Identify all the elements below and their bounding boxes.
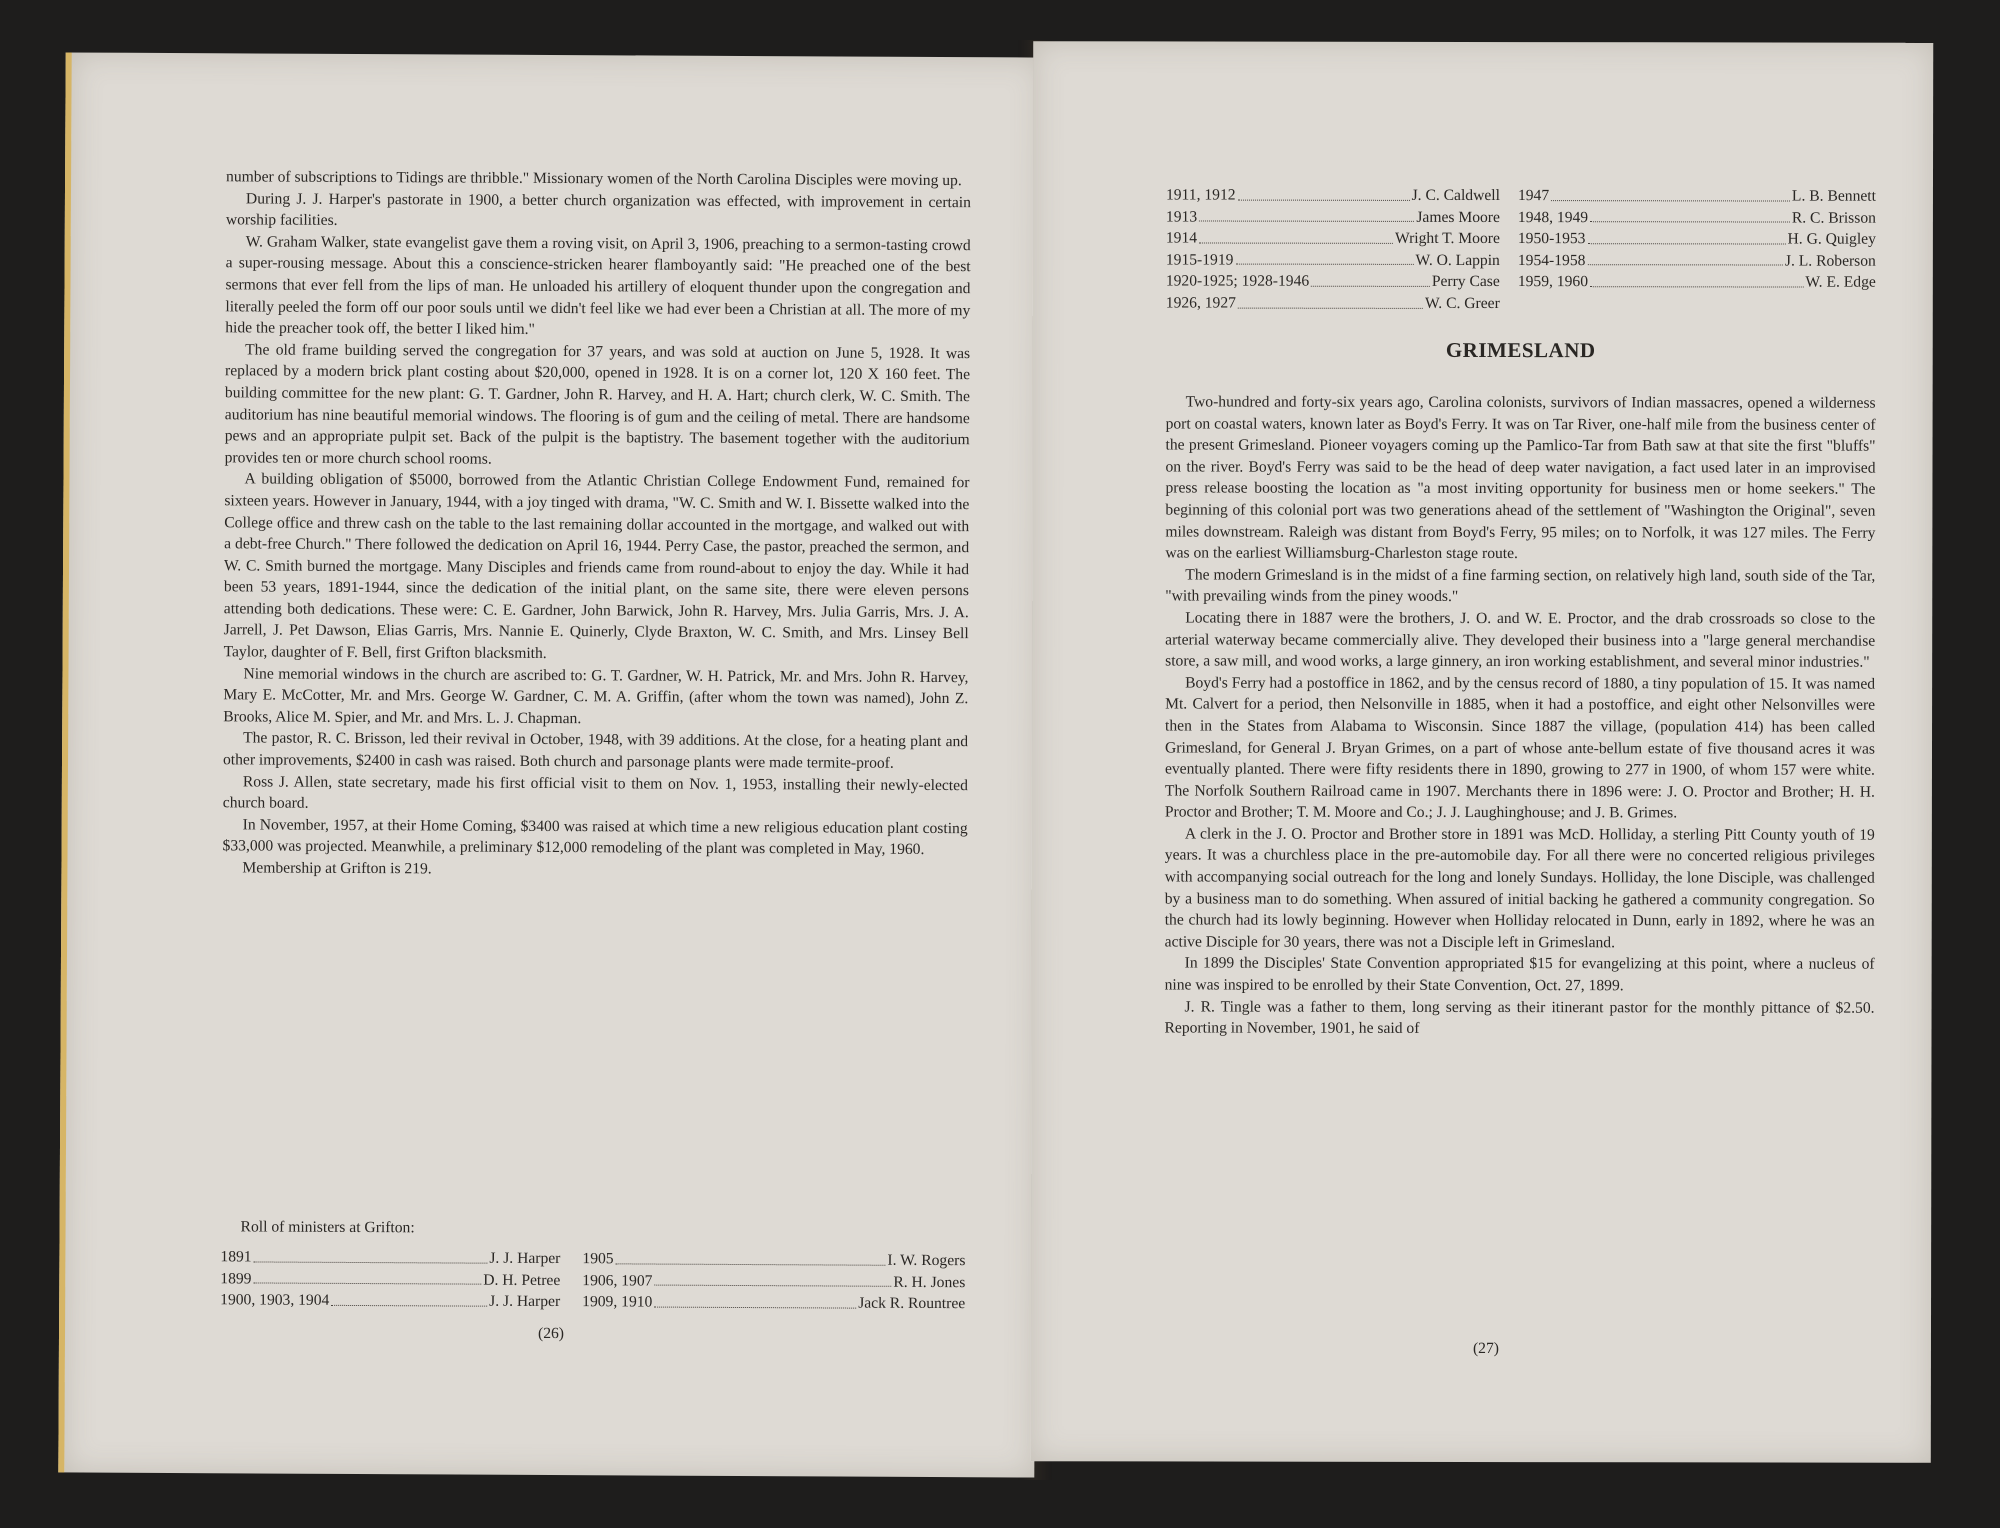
paragraph: W. Graham Walker, state evangelist gave them a roving visit, on April 3, 1906, preaching to a sermon-tasting crowd a super-rousing message. About this a conscience-stricken hearer flamboyantly said: "He preached one of the best sermons that ever fell from the lips of man. He unloaded his artillery of eloquent thunder upon the congregation and literally peeled the form off our poor souls until we didn't feel like we had ever been a Christian at all. The more of my hide the preacher took off, the better I liked him." bbox=[225, 233, 971, 339]
paragraph: The modern Grimesland is in the midst of a fine farming section, on relatively high land, south side of the Tar, "with prevailing winds from the piney woods." bbox=[1165, 566, 1876, 606]
paragraph: Locating there in 1887 were the brothers, J. O. and W. E. Proctor, and the drab crossroads so close to the arterial waterway became commercially alive. They developed their business into a "large general merchandise store, a saw mill, and wood works, a large ginnery, an iron working establishment, and several minor industries." bbox=[1165, 609, 1876, 671]
paragraph: Nine memorial windows in the church are ascribed to: G. T. Gardner, W. H. Patrick, Mr. and Mrs. John R. Harvey, Mary E. McCotter, Mr. and Mrs. George W. Gardner, C. M. A. Griffin, (after whom the town was named), John Z. Brooks, Alice M. Spier, and Mr. and Mrs. L. J. Chapman. bbox=[223, 665, 969, 728]
paragraph: The old frame building served the congregation for 37 years, and was sold at auction on June 5, 1928. It was replaced by a modern brick plant costing about $20,000, opened in 1928. It is on a corner lot, 120 X 160 feet. The building committee for the new plant: G. T. Gardner, John R. Harvey, and H. A. Hart; church clerk, W. C. Smith. The auditorium has nine beautiful memorial windows. The flooring is of gum and the ceiling of metal. There are handsome pews and an appropriate pulpit set. Back of the pulpit is the baptistry. The basement together with the auditorium provides ten or more church school rooms. bbox=[224, 341, 971, 468]
roll-row: 1959, 1960 W. E. Edge bbox=[1517, 273, 1876, 292]
roll-row: 1915-1919 W. O. Lappin bbox=[1165, 251, 1500, 269]
paragraph: J. R. Tingle was a father to them, long serving as their itinerant pastor for the monthly pittance of $2.50. Reporting in November, 1901, he said of bbox=[1164, 998, 1875, 1038]
roll-column-left bbox=[1166, 184, 1500, 314]
roll-row: 1948, 1949 R. C. Brisson bbox=[1517, 208, 1876, 227]
roll-column-right bbox=[582, 1248, 965, 1315]
roll-row: 1926, 1927 W. C. Greer bbox=[1165, 294, 1500, 312]
roll-column-left bbox=[220, 1246, 560, 1313]
roll-row: 1900, 1903, 1904 J. J. Harper bbox=[220, 1291, 561, 1311]
left-page-text bbox=[222, 166, 971, 882]
roll-heading: Roll of ministers at Grifton: bbox=[240, 1218, 415, 1237]
roll-of-ministers-right-page bbox=[1165, 184, 1876, 312]
paragraph: Two-hundred and forty-six years ago, Carolina colonists, survivors of Indian massacres, opened a wilderness port on coastal waters, known later as Boyd's Ferry. It was on Tar River, one-half mile from the business center of the present Grimesland. Pioneer voyagers coming up the Pamlico-Tar from Bath saw at that site the first "bluffs" on the river. Boyd's Ferry was said to be the head of deep water navigation, a fact used later in an improvised press release boosting the location as "a most inviting opportunity for business men or home seekers." The beginning of this colonial port was two generations ahead of the settlement of "Washington the Original", seven miles downstream. Raleigh was distant from Boyd's Ferry, 95 miles; on to Norfolk, it was 127 miles. The Ferry was on the earliest Williamsburg-Charleston stage route. bbox=[1165, 393, 1876, 563]
roll-row: 1914 Wright T. Moore bbox=[1165, 229, 1500, 248]
roll-row: 1920-1925; 1928-1946 Perry Case bbox=[1165, 272, 1500, 291]
roll-row: 1954-1958 J. L. Roberson bbox=[1517, 251, 1876, 270]
paragraph: A building obligation of $5000, borrowed from the Atlantic Christian College Endowment Fund, remained for sixteen years. However in January, 1944, with a joy tinged with drama, "W. C. Smith and W. I. Bissette walked into the College office and threw cash on the table to the last remaining dollar accounted in the mortgage, and walked out with a debt-free Church." There followed the dedication on April 16, 1944. Perry Case, the pastor, preached the sermon, and W. C. Smith burned the mortgage. Many Disciples and friends came from round-about to enjoy the day. While it had been 53 years, 1891-1944, since the dedication of the initial plant, on the same site, there were eleven persons attending both dedications. These were: C. E. Gardner, John Barwick, John R. Harvey, Mrs. Julia Garris, Mrs. J. A. Jarrell, J. Pet Dawson, Elias Garris, Mrs. Nannie E. Quinerly, Clyde Braxton, W. C. Smith, and Mrs. Linsey Bell Taylor, daughter of F. Bell, first Grifton blacksmith. bbox=[223, 470, 970, 663]
page-number: (26) bbox=[537, 1324, 565, 1343]
roll-row: 1899 D. H. Petree bbox=[220, 1269, 561, 1289]
roll-row: 1947 L. B. Bennett bbox=[1517, 187, 1876, 205]
roll-row: 1909, 1910 Jack R. Rountree bbox=[582, 1293, 966, 1313]
paragraph: number of subscriptions to Tidings are thribble." Missionary women of the North Carolina Disciples were moving up. bbox=[226, 168, 962, 190]
roll-row: 1911, 1912 J. C. Caldwell bbox=[1165, 186, 1500, 205]
left-page bbox=[58, 52, 1041, 1477]
roll-row: 1913 James Moore bbox=[1165, 208, 1500, 226]
paragraph: A clerk in the J. O. Proctor and Brother store in 1891 was McD. Holliday, a sterling Pitt County youth of 19 years. It was a churchless place in the pre-automobile day. For all there were no concerted religious privileges with accompanying social outreach for the long and lonely Sundays. Holliday, the lone Disciple, was challenged by a business man to do something. When assured of initial backing he gathered a community congregation. So the church had its lowly beginning. However when Holliday relocated in Dunn, early in 1892, where he was an active Disciple for 30 years, there was not a Disciple left in Grimesland. bbox=[1164, 825, 1875, 952]
paragraph: The pastor, R. C. Brisson, led their revival in October, 1948, with 39 additions. At the close, for a heating plant and other improvements, $2400 in cash was raised. Both church and parsonage plants were made termite-proof. bbox=[222, 729, 969, 772]
paragraph: In November, 1957, at their Home Coming, $3400 was raised at which time a new religious education plant costing $33,000 was projected. Meanwhile, a preliminary $12,000 remodeling of the plant was completed in May, 1960. bbox=[222, 816, 968, 859]
roll-row: 1950-1953 H. G. Quigley bbox=[1517, 230, 1876, 248]
right-page-text bbox=[1164, 391, 1875, 1040]
roll-row: 1905 I. W. Rogers bbox=[582, 1250, 966, 1270]
paragraph: Boyd's Ferry had a postoffice in 1862, and by the census record of 1880, a tiny population of 15. It was named Mt. Calvert for a period, then Nelsonville in 1885, when it had a postoffice, and eight other Nelsonvilles were then in the States from Alabama to Wisconsin. Since 1887 the village, (population 414) has been called Grimesland, for General J. Bryan Grimes, on a part of whose ante-bellum estate of five thousand acres it was eventually planted. There were fifty residents there in 1890, growing to 277 in 1900, of whom 157 were white. The Norfolk Southern Railroad came in 1907. Merchants there in 1896 were: J. O. Proctor and Brother; H. H. Proctor and Brother; T. M. Moore and Co.; J. J. Laughinghouse; and J. B. Grimes. bbox=[1164, 674, 1876, 822]
roll-of-ministers-left-page bbox=[220, 1246, 966, 1313]
section-heading: GRIMESLAND bbox=[1445, 337, 1596, 363]
roll-row: 1891 J. J. Harper bbox=[220, 1248, 561, 1268]
paragraph: Membership at Grifton is 219. bbox=[242, 859, 432, 878]
page-number: (27) bbox=[1472, 1339, 1499, 1358]
roll-column-right bbox=[1518, 185, 1876, 294]
paragraph: During J. J. Harper's pastorate in 1900, a better church organization was effected, with improvement in certain worship facilities. bbox=[225, 189, 971, 230]
roll-row: 1906, 1907 R. H. Jones bbox=[582, 1271, 966, 1291]
paragraph: In 1899 the Disciples' State Convention appropriated $15 for evangelizing at this point, where a nucleus of nine was inspired to be enrolled by their State Convention, Oct. 27, 1899. bbox=[1164, 954, 1875, 995]
paragraph: Ross J. Allen, state secretary, made his first official visit to them on Nov. 1, 1953, installing their newly-elected church board. bbox=[222, 773, 968, 812]
right-page bbox=[1031, 41, 1933, 1463]
